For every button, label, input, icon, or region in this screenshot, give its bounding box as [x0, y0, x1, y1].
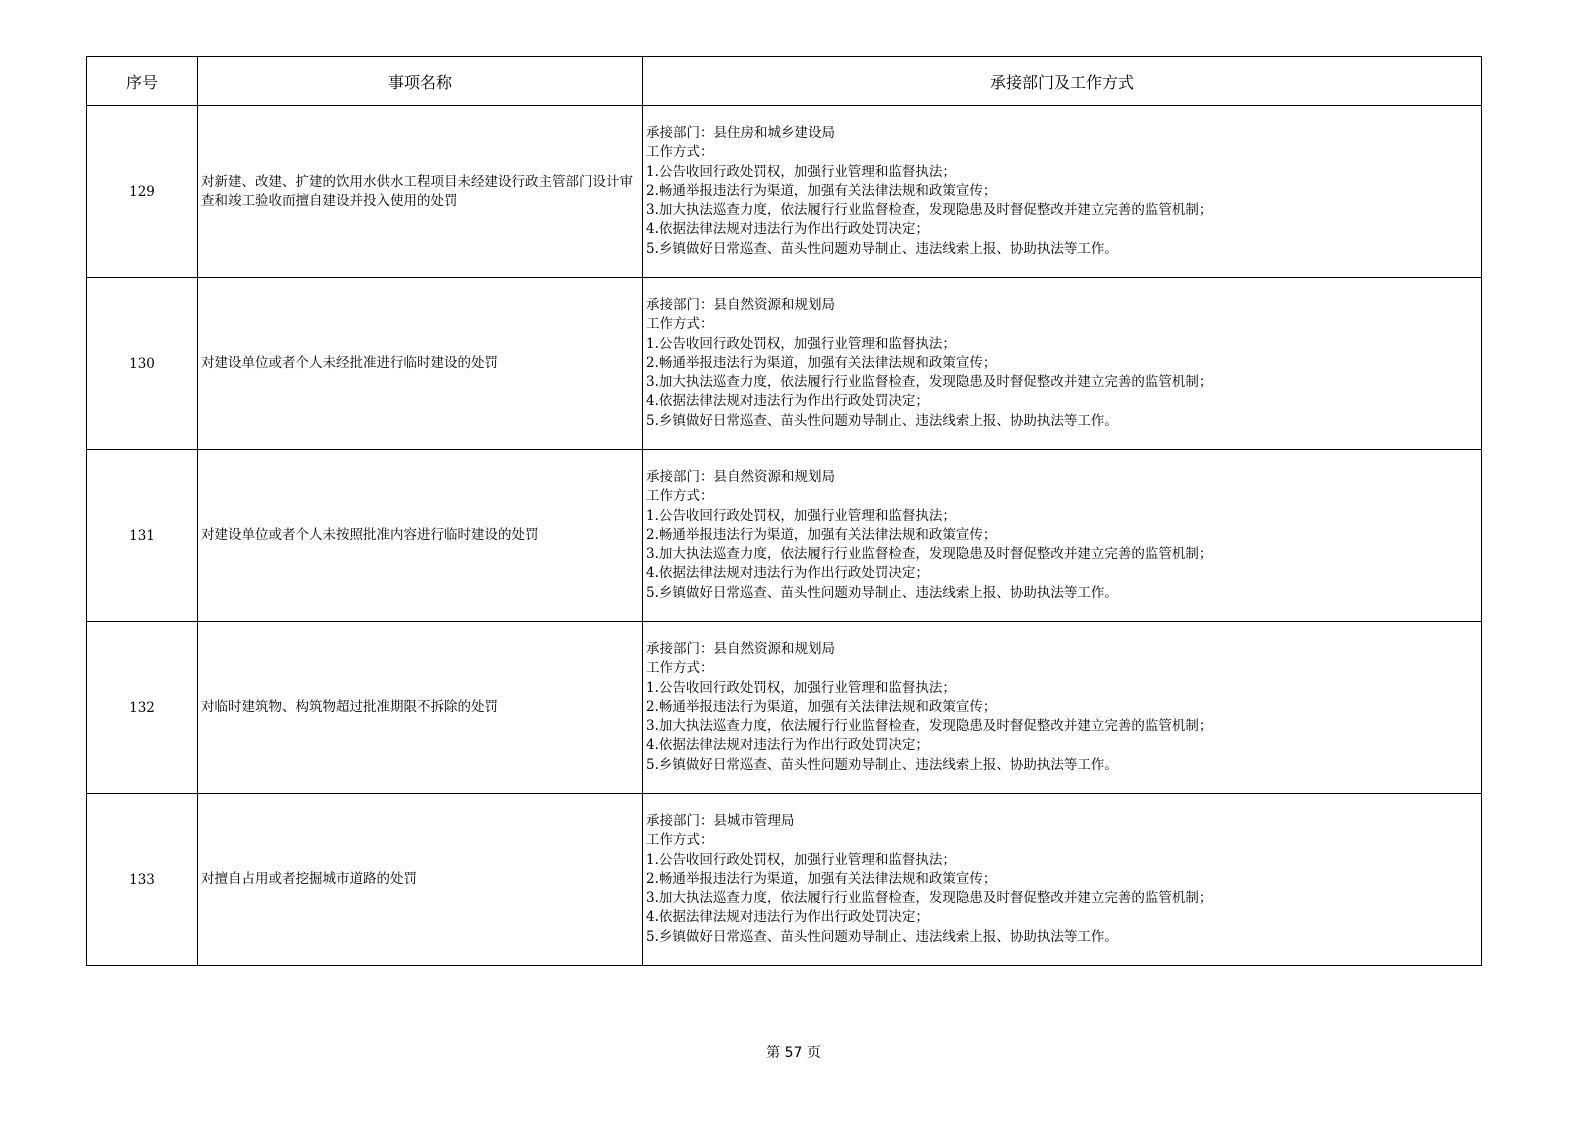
department-method-line: 5.乡镇做好日常巡查、苗头性问题劝导制止、违法线索上报、协助执法等工作。	[646, 412, 1118, 429]
table-row	[87, 450, 1482, 622]
department-method-line: 4.依据法律法规对违法行为作出行政处罚决定；	[646, 909, 929, 926]
department-method-line: 1.公告收回行政处罚权，加强行业管理和监督执法；	[646, 335, 956, 352]
header-item-name: 事项名称	[198, 57, 643, 106]
item-name-cell: 对建设单位或者个人未经批准进行临时建设的处罚	[198, 278, 643, 450]
table-row	[87, 106, 1482, 278]
item-name-cell: 对擅自占用或者挖掘城市道路的处罚	[198, 794, 643, 966]
serial-number-cell: 129	[87, 106, 198, 278]
department-method-cell	[643, 106, 1482, 278]
department-method-line: 3.加大执法巡查力度，依法履行行业监督检查，发现隐患及时督促整改并建立完善的监管机制；	[646, 202, 1213, 219]
department-method-line: 2.畅通举报违法行为渠道，加强有关法律法规和政策宣传；	[646, 354, 997, 371]
department-method-line: 1.公告收回行政处罚权，加强行业管理和监督执法；	[646, 851, 956, 868]
item-name-cell: 对建设单位或者个人未按照批准内容进行临时建设的处罚	[198, 450, 643, 622]
department-method-line: 3.加大执法巡查力度，依法履行行业监督检查，发现隐患及时督促整改并建立完善的监管机制；	[646, 890, 1213, 907]
department-method-line: 2.畅通举报违法行为渠道，加强有关法律法规和政策宣传；	[646, 698, 997, 715]
department-method-line: 承接部门：县自然资源和规划局	[646, 297, 835, 314]
department-method-line: 承接部门：县自然资源和规划局	[646, 469, 835, 486]
department-method-line: 工作方式：	[646, 144, 714, 161]
department-method-line: 5.乡镇做好日常巡查、苗头性问题劝导制止、违法线索上报、协助执法等工作。	[646, 928, 1118, 945]
department-method-line: 3.加大执法巡查力度，依法履行行业监督检查，发现隐患及时督促整改并建立完善的监管机制；	[646, 718, 1213, 735]
department-method-line: 1.公告收回行政处罚权，加强行业管理和监督执法；	[646, 163, 956, 180]
serial-number-cell: 131	[87, 450, 198, 622]
department-method-line: 4.依据法律法规对违法行为作出行政处罚决定；	[646, 221, 929, 238]
serial-number-cell: 130	[87, 278, 198, 450]
department-method-line: 3.加大执法巡查力度，依法履行行业监督检查，发现隐患及时督促整改并建立完善的监管机制；	[646, 546, 1213, 563]
department-method-line: 承接部门：县城市管理局	[646, 813, 795, 830]
department-method-line: 2.畅通举报违法行为渠道，加强有关法律法规和政策宣传；	[646, 870, 997, 887]
department-method-line: 5.乡镇做好日常巡查、苗头性问题劝导制止、违法线索上报、协助执法等工作。	[646, 240, 1118, 257]
table-row	[87, 794, 1482, 966]
department-method-line: 工作方式：	[646, 488, 714, 505]
table-header-row	[87, 57, 1482, 106]
department-method-cell	[643, 450, 1482, 622]
table-body	[87, 106, 1482, 966]
department-method-cell	[643, 278, 1482, 450]
department-method-line: 工作方式：	[646, 316, 714, 333]
table-row	[87, 278, 1482, 450]
department-method-line: 承接部门：县住房和城乡建设局	[646, 125, 835, 142]
department-method-cell	[643, 794, 1482, 966]
department-method-cell	[643, 622, 1482, 794]
department-method-line: 2.畅通举报违法行为渠道，加强有关法律法规和政策宣传；	[646, 182, 997, 199]
table-row	[87, 622, 1482, 794]
department-method-line: 工作方式：	[646, 832, 714, 849]
page-number: 第 57 页	[766, 1045, 821, 1061]
department-method-line: 4.依据法律法规对违法行为作出行政处罚决定；	[646, 565, 929, 582]
department-method-line: 3.加大执法巡查力度，依法履行行业监督检查，发现隐患及时督促整改并建立完善的监管机制；	[646, 374, 1213, 391]
header-department-and-method: 承接部门及工作方式	[643, 57, 1482, 106]
serial-number-cell: 133	[87, 794, 198, 966]
department-method-line: 承接部门：县自然资源和规划局	[646, 641, 835, 658]
department-method-line: 4.依据法律法规对违法行为作出行政处罚决定；	[646, 737, 929, 754]
department-method-line: 2.畅通举报违法行为渠道，加强有关法律法规和政策宣传；	[646, 526, 997, 543]
items-table	[86, 56, 1482, 966]
item-name-cell: 对临时建筑物、构筑物超过批准期限不拆除的处罚	[198, 622, 643, 794]
department-method-line: 工作方式：	[646, 660, 714, 677]
serial-number-cell: 132	[87, 622, 198, 794]
header-serial-number: 序号	[87, 57, 198, 106]
item-name-cell: 对新建、改建、扩建的饮用水供水工程项目未经建设行政主管部门设计审查和竣工验收而擅自建设并投入使用的处罚	[198, 106, 643, 278]
department-method-line: 1.公告收回行政处罚权，加强行业管理和监督执法；	[646, 507, 956, 524]
department-method-line: 5.乡镇做好日常巡查、苗头性问题劝导制止、违法线索上报、协助执法等工作。	[646, 756, 1118, 773]
department-method-line: 1.公告收回行政处罚权，加强行业管理和监督执法；	[646, 679, 956, 696]
department-method-line: 4.依据法律法规对违法行为作出行政处罚决定；	[646, 393, 929, 410]
department-method-line: 5.乡镇做好日常巡查、苗头性问题劝导制止、违法线索上报、协助执法等工作。	[646, 584, 1118, 601]
